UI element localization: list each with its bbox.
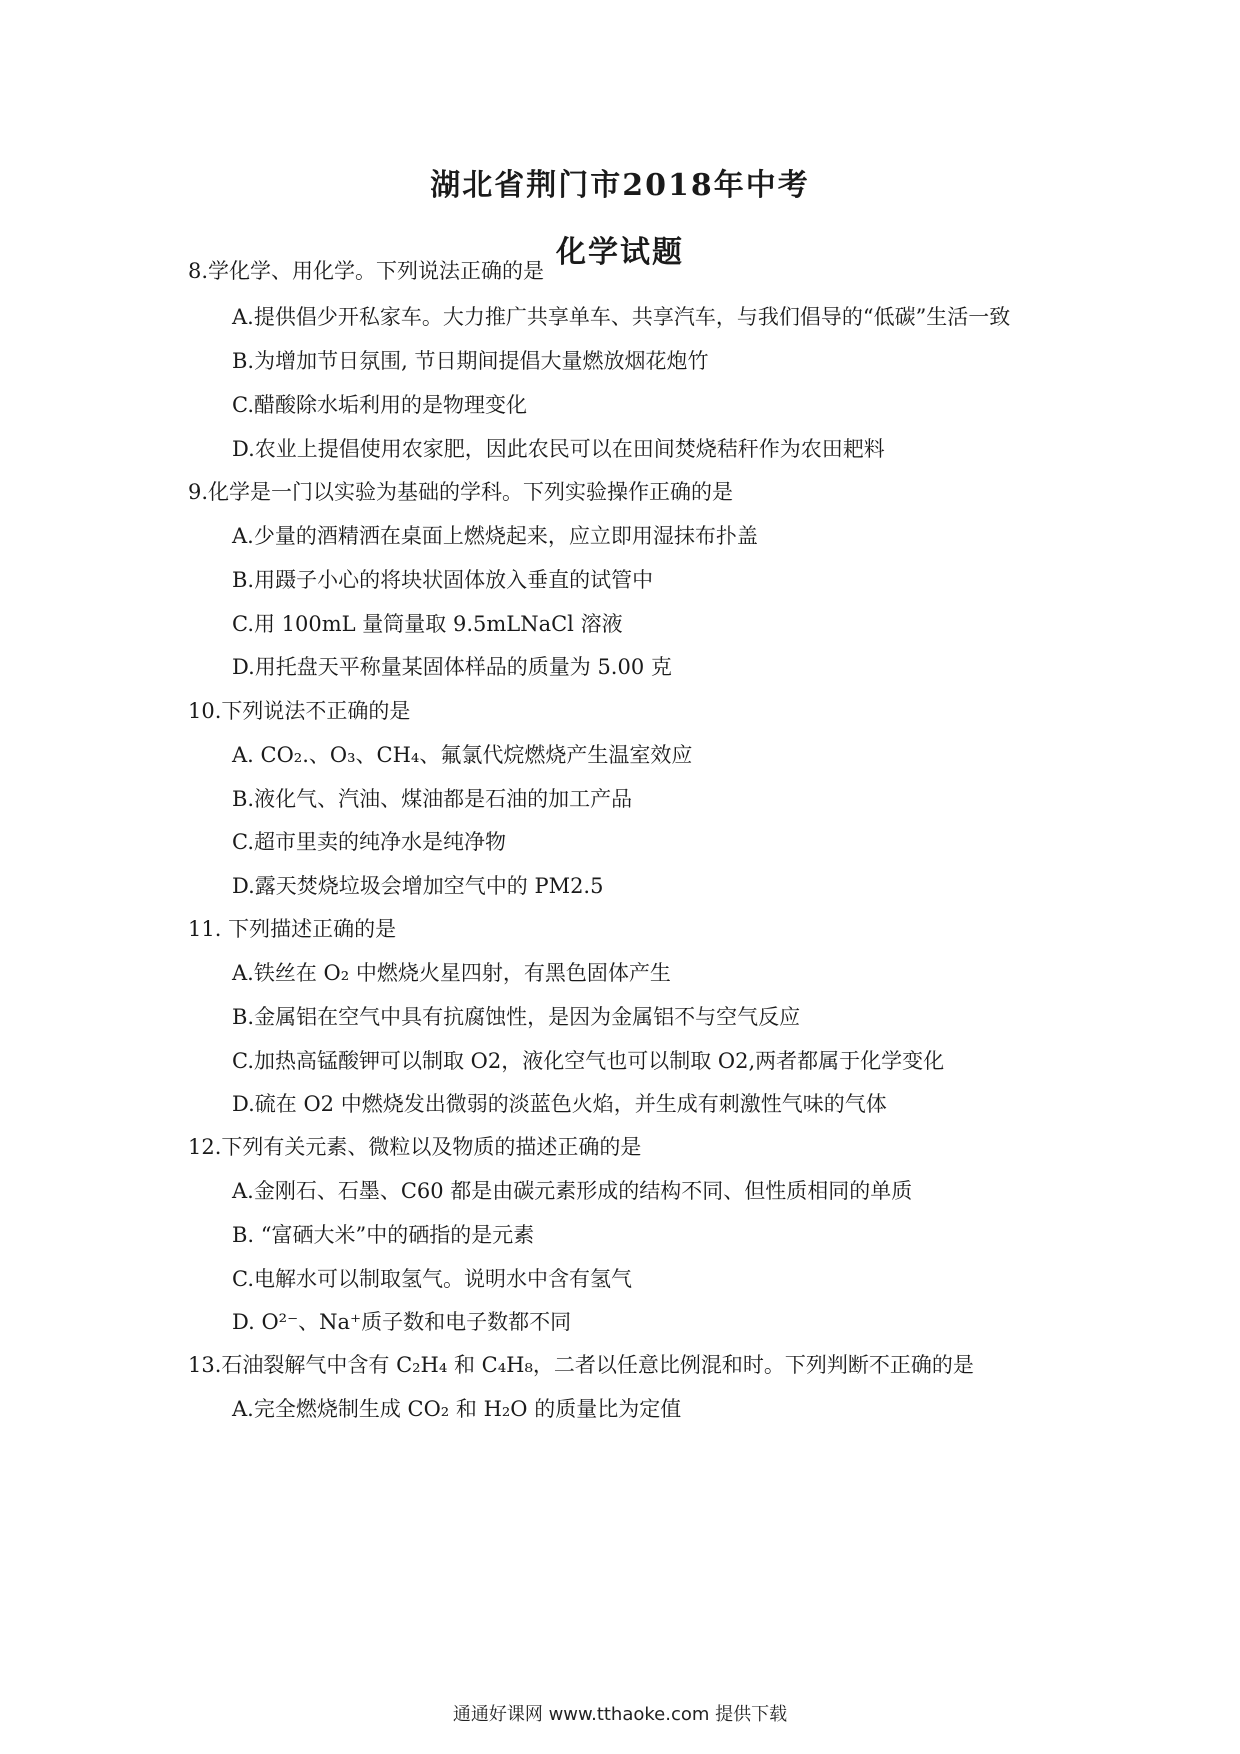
question-9-option-d: D.用托盘天平称量某固体样品的质量为 5.00 克 [232,655,672,679]
question-11-option-a: A.铁丝在 O₂ 中燃烧火星四射，有黑色固体产生 [232,961,671,985]
question-12-option-a: A.金刚石、石墨、C60 都是由碳元素形成的结构不同、但性质相同的单质 [232,1179,913,1203]
question-10-stem: 10.下列说法不正确的是 [188,699,411,723]
question-8-stem: 8.学化学、用化学。下列说法正确的是 [188,259,545,283]
exam-subject-title: 化学试题 [556,235,684,270]
question-11-option-d: D.硫在 O2 中燃烧发出微弱的淡蓝色火焰，并生成有刺激性气味的气体 [232,1092,887,1116]
question-10-option-d: D.露天焚烧垃圾会增加空气中的 PM2.5 [232,874,604,898]
question-11-stem: 11. 下列描述正确的是 [188,917,397,941]
question-8-option-a: A.提供倡少开私家车。大力推广共享单车、共享汽车，与我们倡导的“低碳”生活一致 [232,305,1011,329]
question-12-option-c: C.电解水可以制取氢气。说明水中含有氢气 [232,1267,632,1291]
question-10-option-a: A. CO₂.、O₃、CH₄、氟氯代烷燃烧产生温室效应 [232,743,693,767]
exam-title: 湖北省荆门市2018年中考 [430,168,810,203]
question-9-stem: 9.化学是一门以实验为基础的学科。下列实验操作正确的是 [188,480,734,504]
question-13-option-a: A.完全燃烧制生成 CO₂ 和 H₂O 的质量比为定值 [232,1397,682,1421]
question-9-option-b: B.用蹑子小心的将块状固体放入垂直的试管中 [232,568,654,592]
question-12-stem: 12.下列有关元素、微粒以及物质的描述正确的是 [188,1135,642,1159]
question-8-option-c: C.醋酸除水垢利用的是物理变化 [232,393,527,417]
question-12-option-b: B. “富硒大米”中的硒指的是元素 [232,1223,535,1247]
question-8-option-d: D.农业上提倡使用农家肥，因此农民可以在田间焚烧秸秆作为农田耙料 [232,437,885,461]
question-13-stem: 13.石油裂解气中含有 C₂H₄ 和 C₄H₈，二者以任意比例混和时。下列判断不正确的是 [188,1353,974,1377]
question-10-option-c: C.超市里卖的纯净水是纯净物 [232,830,506,854]
question-11-option-c: C.加热高锰酸钾可以制取 O2，液化空气也可以制取 O2,两者都属于化学变化 [232,1049,945,1073]
question-12-option-d: D. O²⁻、Na⁺质子数和电子数都不同 [232,1310,572,1334]
question-8-option-b: B.为增加节日氛围, 节日期间提倡大量燃放烟花炮竹 [232,349,709,373]
question-10-option-b: B.液化气、汽油、煤油都是石油的加工产品 [232,787,633,811]
question-9-option-a: A.少量的酒精洒在桌面上燃烧起来，应立即用湿抹布扑盖 [232,524,758,548]
footer-source-text: 通通好课网 www.tthaoke.com 提供下载 [452,1704,788,1725]
question-11-option-b: B.金属铝在空气中具有抗腐蚀性，是因为金属铝不与空气反应 [232,1005,801,1029]
question-9-option-c: C.用 100mL 量筒量取 9.5mLNaCl 溶液 [232,612,623,636]
